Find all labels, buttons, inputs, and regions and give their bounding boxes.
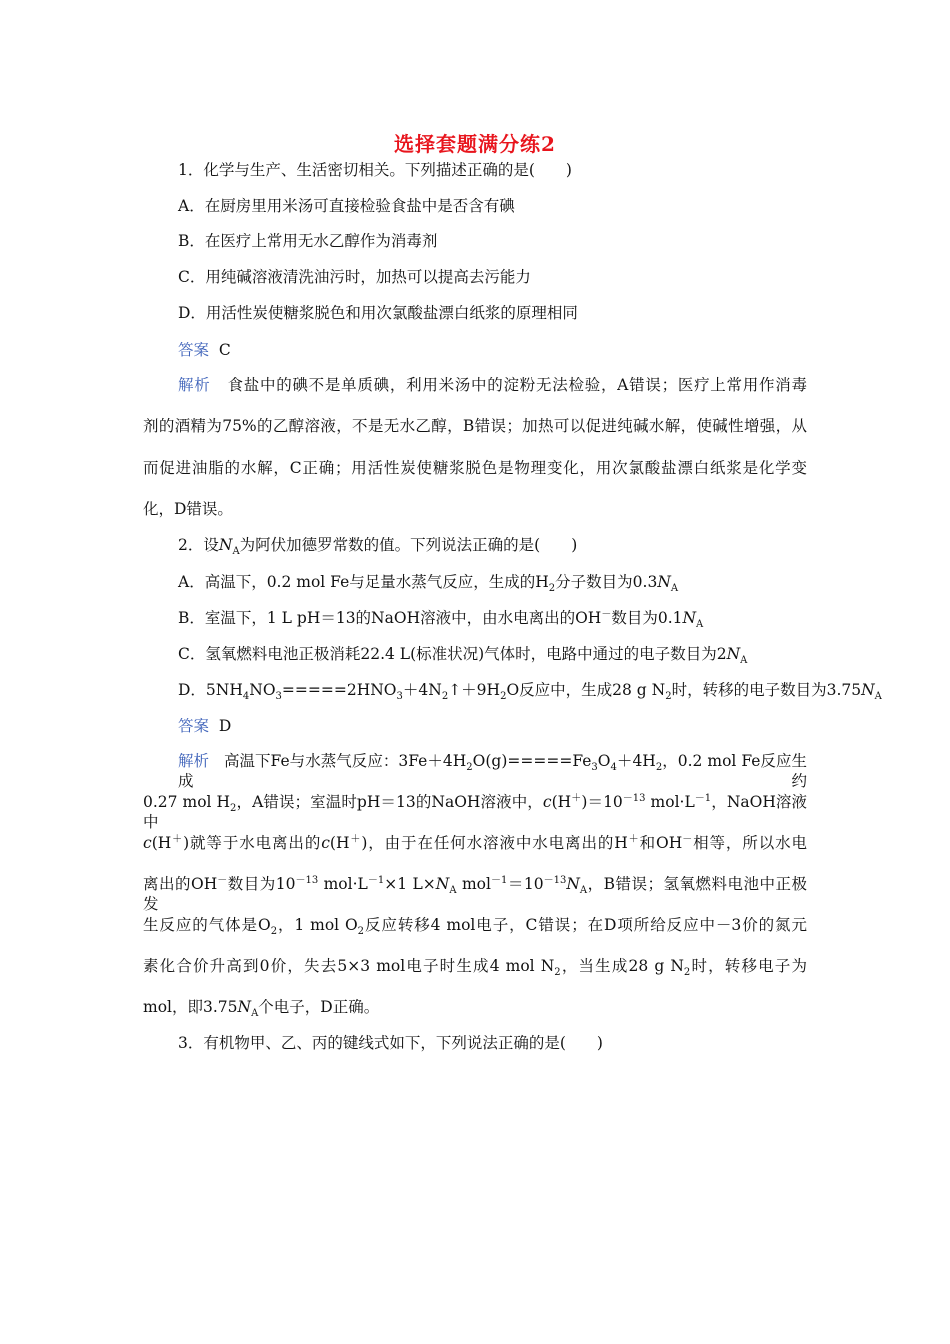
question-1-option-a: A．在厨房里用米汤可直接检验食盐中是否含有碘: [178, 197, 515, 215]
page-title: 选择套题满分练2: [394, 132, 556, 156]
question-2-analysis-line-2: 0.27 mol $H_2$，A错误；室温时pH＝13的NaOH溶液中，$c(H^+)=10^{-13}$ $mol\cdot L^{-1}$，NaOH溶液中: [143, 792, 808, 831]
question-1-analysis-line-3: 而促进油脂的水解，C正确；用活性炭使糖浆脱色是物理变化，用次氯酸盐漂白纸浆是化学变: [143, 459, 807, 477]
analysis-label: 解析: [178, 376, 211, 394]
question-2-option-a: A．高温下，0.2 mol Fe与足量水蒸气反应，生成的$H_2$分子数目为$0.3N_A$: [178, 573, 679, 595]
question-2-analysis-line-5: 生反应的气体是$O_2$，1 mol $O_2$反应转移4 mol电子，C错误；在D项所给反应中－3价的氮元: [143, 916, 807, 938]
question-2-option-c: C．氢氧燃料电池正极消耗22.4 L(标准状况)气体时，电路中通过的电子数目为$2N_A$: [178, 645, 748, 667]
question-1-analysis-line-4: 化，D错误。: [143, 500, 233, 518]
question-2-analysis-line-3: c(H＋)就等于水电离出的c(H＋)，由于在任何水溶液中水电离出的H＋和OH－相等，所以水电: [143, 833, 808, 852]
answer-label: 答案: [178, 341, 210, 359]
question-2-option-d: D．$5NH_4NO_3=====2HNO_3+4N_2↑+9H_2O$反应中，生成28 g $N_2$时，转移的电子数目为$3.75N_A$: [178, 681, 882, 703]
question-1-analysis-line-2: 剂的酒精为75%的乙醇溶液，不是无水乙醇，B错误；加热可以促进纯碱水解，使碱性增强，从: [143, 417, 807, 435]
question-2-analysis-line-7: mol，即$3.75N_A$个电子，D正确。: [143, 998, 380, 1020]
question-1-stem: 1．化学与生产、生活密切相关。下列描述正确的是( ): [178, 161, 572, 179]
question-2-stem: 2．设$N_A$为阿伏加德罗常数的值。下列说法正确的是( ): [178, 536, 578, 558]
question-1-option-d: D．用活性炭使糖浆脱色和用次氯酸盐漂白纸浆的原理相同: [178, 304, 578, 322]
question-2-analysis-line-1: 解析 高温下Fe与水蒸气反应：$3Fe+4H_2O(g)=====Fe_3O_4+4H_2$，0.2 mol Fe反应生成约: [178, 752, 807, 790]
question-3-stem: 3．有机物甲、乙、丙的键线式如下，下列说法正确的是( ): [178, 1034, 603, 1052]
answer-label: 答案: [178, 717, 210, 735]
question-2-analysis-line-4: 离出的OH－数目为$10^{-13}$ $mol\cdot L^{-1}\times 1$ $L\times N_A$ $mol^{-1}=10^{-13}N_A$，B错误；氢氧燃料电池中正极发: [143, 874, 807, 913]
question-2-analysis-line-6: 素化合价升高到0价，失去5×3 mol电子时生成4 mol $N_2$，当生成28 g $N_2$时，转移电子为: [143, 957, 807, 979]
answer-value: C: [218, 341, 231, 359]
question-1-analysis-line-1: 解析 食盐中的碘不是单质碘，利用米汤中的淀粉无法检验，A错误；医疗上常用作消毒: [178, 376, 807, 394]
answer-value: D: [218, 717, 232, 735]
question-2-answer: [178, 716, 231, 736]
analysis-label: 解析: [178, 752, 210, 770]
question-1-answer: [178, 340, 231, 360]
question-1-option-b: B．在医疗上常用无水乙醇作为消毒剂: [178, 232, 438, 250]
question-1-option-c: C．用纯碱溶液清洗油污时，加热可以提高去污能力: [178, 268, 531, 286]
question-2-option-b: B．室温下，1 L pH＝13的NaOH溶液中，由水电离出的OH－数目为$0.1N_A$: [178, 608, 704, 631]
